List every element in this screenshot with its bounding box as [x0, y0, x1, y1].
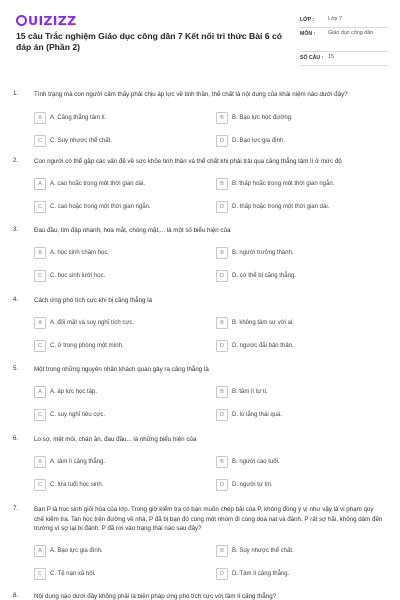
- option-text: B. Suy nhược thể chất.: [232, 548, 294, 554]
- option-letter-box: C: [34, 409, 46, 421]
- option-letter-box: A: [34, 545, 46, 557]
- question-number: 6.: [13, 435, 19, 442]
- option-letter-box: B: [216, 112, 228, 124]
- option-letter-box: C: [34, 201, 46, 213]
- meta-subject-label: MÔN :: [300, 31, 316, 37]
- question-number: 7.: [13, 505, 19, 512]
- option-letter-box: B: [216, 386, 228, 398]
- worksheet-header: [0, 0, 400, 78]
- option-letter-box: C: [34, 340, 46, 352]
- option-text: C. Suy nhược thể chất.: [50, 138, 112, 144]
- option-text: A. học sinh chăm học.: [50, 250, 110, 256]
- option-c[interactable]: [34, 201, 151, 213]
- option-text: B. người trưởng thành.: [232, 250, 294, 256]
- option-letter-box: D: [216, 201, 228, 213]
- option-text: C. học sinh lười học.: [50, 273, 106, 279]
- question-text: Một trong những nguyên nhân khách quan gây ra căng thẳng là: [34, 366, 209, 373]
- quizizz-logo[interactable]: [16, 13, 76, 28]
- meta-grade-row: [300, 14, 388, 28]
- option-text: D. cơ thể bị căng thẳng.: [232, 273, 296, 279]
- question-number: 2.: [13, 157, 19, 164]
- question-text: Lo sợ, mệt mỏi, chán ăn, đau đầu... là những biểu hiện của: [34, 436, 197, 443]
- meta-count-label: SỐ CÂU :: [300, 55, 324, 61]
- option-text: D. người tự tin.: [232, 482, 273, 488]
- option-a[interactable]: [34, 178, 145, 190]
- option-a[interactable]: [34, 456, 105, 468]
- option-d[interactable]: [216, 270, 296, 282]
- logo-q-icon: [16, 15, 27, 26]
- option-d[interactable]: [216, 409, 282, 421]
- meta-grade-label: LỚP :: [300, 17, 315, 23]
- meta-panel: [300, 14, 388, 66]
- option-text: C. cao hoặc trong một thời gian ngắn.: [50, 204, 151, 210]
- option-letter-box: A: [34, 247, 46, 259]
- option-text: D. ngược đãi bản thân.: [232, 343, 294, 349]
- option-d[interactable]: [216, 340, 294, 352]
- option-d[interactable]: [216, 201, 329, 213]
- option-text: B. tâm lí tự ti.: [232, 389, 268, 395]
- option-text: C. lứa tuổi học sinh.: [50, 482, 104, 488]
- option-d[interactable]: [216, 135, 285, 147]
- question-text: Bạn P là học sinh giỏi hóa của lớp. Trong giờ kiểm tra có bạn muốn chép bài của P, không đồng ý vì như vậy là vi phạm quy chế kiểm tra. Tan học trên đường về nhà, P đã bị bạn đó cùng một nhóm đi cùng dọa nạt và đánh. P rất sợ hãi, không dám đến trường vì sợ lại bị đánh. P đã rơi vào trạng thái nào sau đây?: [34, 506, 383, 532]
- option-letter-box: D: [216, 135, 228, 147]
- option-text: A. tâm lí căng thẳng.: [50, 459, 106, 465]
- option-a[interactable]: [34, 545, 103, 557]
- option-text: B. thấp hoặc trong một thời gian ngắn.: [232, 181, 335, 187]
- option-d[interactable]: [216, 568, 289, 580]
- option-a[interactable]: [34, 112, 106, 124]
- option-letter-box: C: [34, 135, 46, 147]
- question-text: Đau đầu, tim đập nhanh, hoa mắt, chóng mặt,... là một số biểu hiện của: [34, 227, 231, 234]
- question-number: 5.: [13, 365, 19, 372]
- option-letter-box: B: [216, 545, 228, 557]
- option-text: B. không tâm sự với ai.: [232, 320, 294, 326]
- question-text: Cách ứng phó tích cực khi bị căng thẳng là: [34, 297, 153, 304]
- option-text: C. ở trong phòng một mình.: [50, 343, 124, 349]
- option-text: C. Tệ nạn xã hội.: [50, 571, 96, 577]
- question-text: Tình trạng mà con người cảm thấy phải chịu áp lực về tinh thần, thể chất là nội dung của khái niệm nào dưới đây?: [34, 91, 348, 98]
- option-letter-box: A: [34, 317, 46, 329]
- option-letter-box: C: [34, 568, 46, 580]
- meta-subject-row: [300, 28, 388, 52]
- option-b[interactable]: [216, 317, 294, 329]
- option-letter-box: B: [216, 456, 228, 468]
- meta-count-row: [300, 52, 388, 66]
- option-text: D. lo lắng thái quá.: [232, 412, 283, 418]
- option-b[interactable]: [216, 386, 268, 398]
- option-text: A. Căng thẳng tâm lí.: [50, 115, 107, 121]
- option-letter-box: D: [216, 270, 228, 282]
- option-d[interactable]: [216, 479, 273, 491]
- option-text: D. thấp hoặc trong một thời gian dài.: [232, 204, 330, 210]
- option-c[interactable]: [34, 270, 105, 282]
- option-b[interactable]: [216, 456, 280, 468]
- page-title: 15 câu Trắc nghiệm Giáo dục công dân 7 Kết nối tri thức Bài 6 có đáp án (Phần 2): [16, 31, 283, 52]
- option-c[interactable]: [34, 340, 124, 352]
- option-a[interactable]: [34, 317, 134, 329]
- meta-count-value: 15: [328, 54, 334, 60]
- option-a[interactable]: [34, 247, 109, 259]
- option-text: A. Bạo lực gia đình.: [50, 548, 103, 554]
- option-letter-box: D: [216, 568, 228, 580]
- option-letter-box: A: [34, 178, 46, 190]
- option-letter-box: C: [34, 479, 46, 491]
- option-b[interactable]: [216, 112, 293, 124]
- option-c[interactable]: [34, 135, 112, 147]
- option-text: A. áp lực học tập.: [50, 389, 98, 395]
- question-text: Con người có thể gặp các vấn đề về sức khỏe tinh thần và thể chất khi phải trải qua căng thẳng tâm lí ở mức độ: [34, 158, 342, 165]
- option-text: D. Bạo lực gia đình.: [232, 138, 286, 144]
- question-number: 4.: [13, 296, 19, 303]
- option-text: A. đối mặt và suy nghĩ tích cực.: [50, 320, 135, 326]
- option-a[interactable]: [34, 386, 97, 398]
- option-b[interactable]: [216, 178, 334, 190]
- option-letter-box: B: [216, 317, 228, 329]
- option-letter-box: D: [216, 340, 228, 352]
- option-text: C. suy nghĩ tiêu cực.: [50, 412, 106, 418]
- option-letter-box: B: [216, 178, 228, 190]
- option-text: B. Bạo lực học đường.: [232, 115, 293, 121]
- meta-grade-value: Lớp 7: [328, 16, 343, 22]
- option-b[interactable]: [216, 247, 294, 259]
- question-number: 1.: [13, 90, 19, 97]
- option-letter-box: D: [216, 409, 228, 421]
- option-text: B. người cao tuổi.: [232, 459, 280, 465]
- option-letter-box: D: [216, 479, 228, 491]
- meta-subject-value: Giáo dục công dân: [328, 30, 374, 36]
- option-letter-box: B: [216, 247, 228, 259]
- question-number: 3.: [13, 226, 19, 233]
- option-letter-box: C: [34, 270, 46, 282]
- option-c[interactable]: [34, 479, 103, 491]
- option-b[interactable]: [216, 545, 294, 557]
- option-letter-box: A: [34, 112, 46, 124]
- option-letter-box: A: [34, 386, 46, 398]
- option-letter-box: A: [34, 456, 46, 468]
- question-text: Nội dung nào dưới đây không phải là biện pháp ứng phó tích cực với tâm lí căng thẳng?: [34, 593, 277, 600]
- logo-text: UIZIZZ: [28, 13, 77, 28]
- option-c[interactable]: [34, 409, 105, 421]
- option-text: D. Tâm lí căng thẳng.: [232, 571, 290, 577]
- option-c[interactable]: [34, 568, 96, 580]
- option-text: A. cao hoặc trong một thời gian dài.: [50, 181, 145, 187]
- question-number: 8.: [13, 592, 19, 599]
